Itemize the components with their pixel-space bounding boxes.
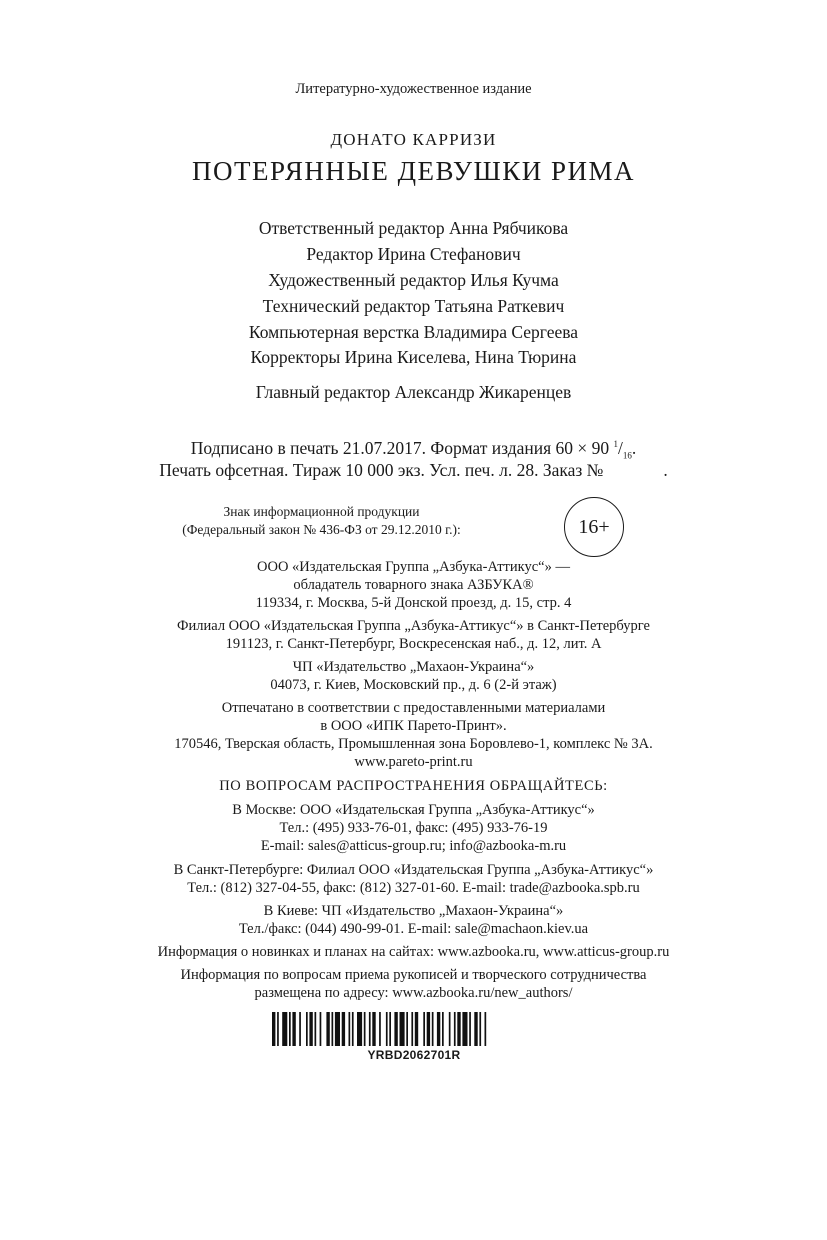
barcode-bar (427, 1012, 430, 1046)
distribution-kiev-line: В Киеве: ЧП «Издательство „Махаон-Украина“» (263, 903, 564, 919)
distribution-moscow-line: В Москве: ООО «Издательская Группа „Азбука-Аттикус“» (232, 802, 595, 818)
barcode-bar (469, 1012, 471, 1046)
barcode-bar (299, 1012, 301, 1046)
barcode-bar (437, 1012, 440, 1046)
barcode-bar (292, 1012, 295, 1046)
distribution-moscow-line: E-mail: sales@atticus-group.ru; info@azbooka-m.ru (260, 838, 567, 854)
barcode-bar (474, 1012, 477, 1046)
edition-type: Литературно-художественное издание (295, 81, 532, 97)
printer-line: 170546, Тверская область, Промышленная зона Боровлево-1, комплекс № 3А. (174, 736, 653, 752)
barcode-bar (306, 1012, 308, 1046)
age-rating-badge: 16+ (564, 497, 624, 557)
print-info-run: Печать офсетная. Тираж 10 000 экз. Усл. печ. л. 28. Заказ № (159, 460, 604, 480)
credit-line: Технический редактор Татьяна Раткевич (262, 296, 565, 316)
print-info-line-1 (0, 438, 827, 461)
branch-kiev-line: 04073, г. Киев, Московский пр., д. 6 (2-й этаж) (270, 677, 557, 693)
print-info-end: . (663, 460, 668, 480)
author-name: ДОНАТО КАРРИЗИ (330, 130, 497, 149)
publisher-line: обладатель товарного знака АЗБУКА® (293, 577, 534, 593)
barcode-bar (309, 1012, 312, 1046)
manuscripts-line: размещена по адресу: www.azbooka.ru/new_authors/ (254, 985, 573, 1001)
barcode-bar (352, 1012, 354, 1046)
printer-line: в ООО «ИПК Парето-Принт». (320, 718, 507, 734)
barcode-bar (326, 1012, 329, 1046)
barcode-bar (411, 1012, 413, 1046)
barcode-bar (449, 1012, 451, 1046)
distribution-heading: ПО ВОПРОСАМ РАСПРОСТРАНЕНИЯ ОБРАЩАЙТЕСЬ: (219, 778, 608, 794)
print-info-period: . (631, 438, 637, 458)
barcode (272, 1012, 556, 1046)
distribution-moscow-line: Тел.: (495) 933-76-01, факс: (495) 933-76-19 (279, 820, 548, 836)
barcode-bar (479, 1012, 481, 1046)
publisher-line: 119334, г. Москва, 5-й Донской проезд, д. 15, стр. 4 (255, 595, 572, 611)
branch-spb-line: Филиал ООО «Издательская Группа „Азбука-Аттикус“» в Санкт-Петербурге (177, 618, 650, 634)
branch-spb-line: 191123, г. Санкт-Петербург, Воскресенская наб., д. 12, лит. А (225, 636, 602, 652)
credit-line: Ответственный редактор Анна Рябчикова (258, 218, 569, 238)
barcode-bar (342, 1012, 345, 1046)
credit-line: Компьютерная верстка Владимира Сергеева (248, 322, 579, 342)
manuscripts-line: Информация по вопросам приема рукописей и творческого сотрудничества (180, 967, 647, 983)
barcode-bar (457, 1012, 460, 1046)
publisher-line: ООО «Издательская Группа „Азбука-Аттикус“» — (257, 559, 570, 575)
barcode-bar (289, 1012, 291, 1046)
fraction-slash: / (618, 438, 623, 458)
barcode-bar (277, 1012, 279, 1046)
credit-line: Редактор Ирина Стефанович (306, 244, 521, 264)
barcode-bar (320, 1012, 322, 1046)
barcode-bar (485, 1012, 487, 1046)
age-rating-label: Знак информационной продукции (223, 504, 420, 519)
barcode-bar (357, 1012, 362, 1046)
printer-line: Отпечатано в соответствии с предоставленными материалами (221, 700, 606, 716)
barcode-bar (462, 1012, 467, 1046)
barcode-bar (415, 1012, 418, 1046)
barcode-bar (400, 1012, 405, 1046)
barcode-bar (442, 1012, 444, 1046)
distribution-kiev-line: Тел./факс: (044) 490-99-01. E-mail: sale@machaon.kiev.ua (238, 921, 589, 937)
barcode-bar (369, 1012, 371, 1046)
barcode-bar (423, 1012, 425, 1046)
credit-line: Корректоры Ирина Киселева, Нина Тюрина (250, 347, 577, 367)
barcode-bar (282, 1012, 287, 1046)
credit-line: Художественный редактор Илья Кучма (268, 270, 559, 290)
print-info-line-2 (0, 460, 827, 481)
print-info-format: Подписано в печать 21.07.2017. Формат издания 60 × 90 (190, 438, 614, 458)
barcode-bar (315, 1012, 317, 1046)
distribution-spb-line: Тел.: (812) 327-04-55, факс: (812) 327-01-60. E-mail: trade@azbooka.spb.ru (187, 880, 640, 896)
branch-kiev-line: ЧП «Издательство „Махаон-Украина“» (292, 659, 535, 675)
barcode-bar (386, 1012, 388, 1046)
barcode-bar (389, 1012, 391, 1046)
barcode-bar (406, 1012, 408, 1046)
websites-info: Информация о новинках и планах на сайтах: www.azbooka.ru, www.atticus-group.ru (157, 944, 670, 960)
book-title: ПОТЕРЯННЫЕ ДЕВУШКИ РИМА (192, 156, 635, 186)
barcode-bar (272, 1012, 275, 1046)
fraction-denominator: 16 (622, 450, 632, 461)
barcode-bar (364, 1012, 366, 1046)
barcode-bar (349, 1012, 351, 1046)
barcode-bar (335, 1012, 340, 1046)
age-rating-law: (Федеральный закон № 436-ФЗ от 29.12.2010 г.): (182, 522, 461, 537)
barcode-bar (454, 1012, 456, 1046)
fraction-numerator: 1 (613, 439, 619, 450)
barcode-bar (379, 1012, 381, 1046)
barcode-bar (372, 1012, 375, 1046)
barcode-text: YRBD2062701R (367, 1048, 461, 1062)
barcode-bar (394, 1012, 397, 1046)
printer-line: www.pareto-print.ru (354, 754, 473, 770)
barcode-bar (332, 1012, 334, 1046)
chief-editor: Главный редактор Александр Жикаренцев (255, 382, 572, 402)
barcode-bar (432, 1012, 434, 1046)
distribution-spb-line: В Санкт-Петербурге: Филиал ООО «Издательская Группа „Азбука-Аттикус“» (173, 862, 654, 878)
